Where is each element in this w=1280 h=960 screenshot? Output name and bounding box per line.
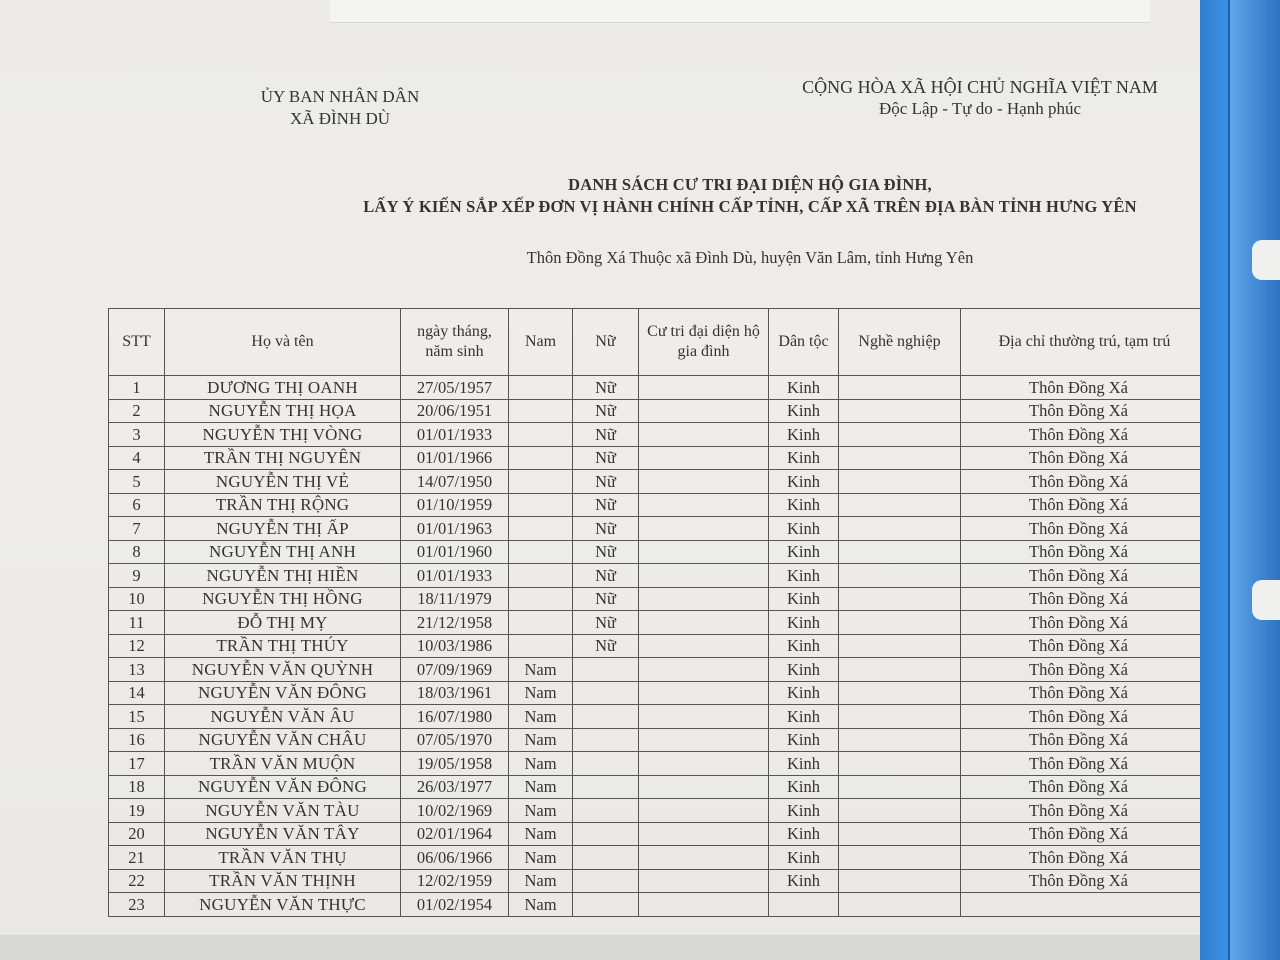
row-address: Thôn Đồng Xá (961, 752, 1209, 776)
table-row (109, 517, 1209, 541)
row-female (573, 658, 639, 682)
row-occupation (839, 705, 961, 729)
row-male (509, 470, 573, 494)
row-name: ĐỖ THỊ MỴ (165, 611, 401, 635)
row-female: Nữ (573, 634, 639, 658)
table-row (109, 893, 1209, 917)
row-household-rep (639, 846, 769, 870)
row-dob: 01/01/1933 (401, 423, 509, 447)
row-occupation (839, 728, 961, 752)
row-household-rep (639, 423, 769, 447)
row-ethnicity: Kinh (769, 611, 839, 635)
row-stt: 13 (109, 658, 165, 682)
voter-table (108, 308, 1209, 917)
document-title (330, 174, 1170, 218)
row-female: Nữ (573, 376, 639, 400)
table-row (109, 376, 1209, 400)
table-row (109, 752, 1209, 776)
row-male (509, 517, 573, 541)
row-female: Nữ (573, 399, 639, 423)
row-dob: 01/10/1959 (401, 493, 509, 517)
table-row (109, 587, 1209, 611)
row-stt: 23 (109, 893, 165, 917)
row-dob: 07/05/1970 (401, 728, 509, 752)
row-stt: 21 (109, 846, 165, 870)
row-ethnicity: Kinh (769, 681, 839, 705)
row-male: Nam (509, 822, 573, 846)
row-household-rep (639, 799, 769, 823)
row-dob: 14/07/1950 (401, 470, 509, 494)
row-stt: 6 (109, 493, 165, 517)
row-stt: 2 (109, 399, 165, 423)
row-name: TRẦN THỊ RỘNG (165, 493, 401, 517)
row-dob: 01/01/1963 (401, 517, 509, 541)
row-female: Nữ (573, 517, 639, 541)
row-name: NGUYỄN THỊ HỒNG (165, 587, 401, 611)
row-stt: 15 (109, 705, 165, 729)
table-row (109, 799, 1209, 823)
row-dob: 01/01/1960 (401, 540, 509, 564)
row-household-rep (639, 517, 769, 541)
row-address: Thôn Đồng Xá (961, 470, 1209, 494)
table-row (109, 846, 1209, 870)
row-male (509, 587, 573, 611)
row-occupation (839, 399, 961, 423)
row-female: Nữ (573, 540, 639, 564)
row-occupation (839, 634, 961, 658)
row-occupation (839, 564, 961, 588)
row-male (509, 446, 573, 470)
row-name: NGUYỄN THỊ VẺ (165, 470, 401, 494)
row-dob: 19/05/1958 (401, 752, 509, 776)
row-ethnicity: Kinh (769, 846, 839, 870)
table-row (109, 470, 1209, 494)
row-household-rep (639, 752, 769, 776)
table-body (109, 376, 1209, 917)
row-ethnicity: Kinh (769, 399, 839, 423)
row-ethnicity: Kinh (769, 493, 839, 517)
row-dob: 10/02/1969 (401, 799, 509, 823)
row-household-rep (639, 728, 769, 752)
row-name: NGUYỄN THỊ HIỀN (165, 564, 401, 588)
table-row (109, 540, 1209, 564)
col-household-rep: Cư tri đại diện hộ gia đình (639, 309, 769, 376)
table-row (109, 869, 1209, 893)
row-occupation (839, 611, 961, 635)
row-female (573, 799, 639, 823)
row-stt: 16 (109, 728, 165, 752)
row-dob: 21/12/1958 (401, 611, 509, 635)
row-dob: 26/03/1977 (401, 775, 509, 799)
table-row (109, 634, 1209, 658)
row-male (509, 493, 573, 517)
row-male (509, 564, 573, 588)
row-address: Thôn Đồng Xá (961, 681, 1209, 705)
row-household-rep (639, 822, 769, 846)
row-occupation (839, 446, 961, 470)
row-stt: 1 (109, 376, 165, 400)
row-female: Nữ (573, 423, 639, 447)
row-dob: 01/01/1933 (401, 564, 509, 588)
row-address: Thôn Đồng Xá (961, 540, 1209, 564)
row-male: Nam (509, 775, 573, 799)
row-ethnicity (769, 893, 839, 917)
row-name: NGUYỄN THỊ ANH (165, 540, 401, 564)
row-dob: 02/01/1964 (401, 822, 509, 846)
row-stt: 10 (109, 587, 165, 611)
row-female (573, 705, 639, 729)
row-ethnicity: Kinh (769, 658, 839, 682)
row-household-rep (639, 446, 769, 470)
row-name: TRẦN VĂN THỤ (165, 846, 401, 870)
row-male: Nam (509, 728, 573, 752)
row-name: NGUYỄN THỊ VÒNG (165, 423, 401, 447)
issuer-line-1: ỦY BAN NHÂN DÂN (260, 87, 420, 106)
row-male (509, 376, 573, 400)
row-male: Nam (509, 752, 573, 776)
row-ethnicity: Kinh (769, 446, 839, 470)
row-male (509, 540, 573, 564)
row-address: Thôn Đồng Xá (961, 799, 1209, 823)
row-name: NGUYỄN VĂN ĐÔNG (165, 775, 401, 799)
row-female: Nữ (573, 564, 639, 588)
row-address: Thôn Đồng Xá (961, 423, 1209, 447)
row-stt: 18 (109, 775, 165, 799)
title-line-1: DANH SÁCH CƯ TRI ĐẠI DIỆN HỘ GIA ĐÌNH, (568, 175, 932, 194)
col-stt: STT (109, 309, 165, 376)
row-male: Nam (509, 893, 573, 917)
row-occupation (839, 658, 961, 682)
row-stt: 7 (109, 517, 165, 541)
row-female (573, 728, 639, 752)
row-occupation (839, 822, 961, 846)
row-stt: 14 (109, 681, 165, 705)
table-row (109, 423, 1209, 447)
row-address: Thôn Đồng Xá (961, 634, 1209, 658)
row-ethnicity: Kinh (769, 517, 839, 541)
row-male (509, 423, 573, 447)
col-occupation: Nghề nghiệp (839, 309, 961, 376)
table-row (109, 681, 1209, 705)
table-row (109, 822, 1209, 846)
binder-slot-lower (1252, 580, 1280, 620)
col-dob: ngày tháng, năm sinh (401, 309, 509, 376)
row-address: Thôn Đồng Xá (961, 869, 1209, 893)
row-address: Thôn Đồng Xá (961, 728, 1209, 752)
row-male (509, 611, 573, 635)
row-occupation (839, 775, 961, 799)
row-stt: 9 (109, 564, 165, 588)
row-female (573, 846, 639, 870)
row-ethnicity: Kinh (769, 564, 839, 588)
row-occupation (839, 540, 961, 564)
row-address: Thôn Đồng Xá (961, 376, 1209, 400)
table-row (109, 399, 1209, 423)
row-dob: 16/07/1980 (401, 705, 509, 729)
row-female: Nữ (573, 493, 639, 517)
row-female (573, 775, 639, 799)
table-row (109, 705, 1209, 729)
row-dob: 18/11/1979 (401, 587, 509, 611)
table-row (109, 611, 1209, 635)
binder-slot-upper (1252, 240, 1280, 280)
col-male: Nam (509, 309, 573, 376)
col-female: Nữ (573, 309, 639, 376)
col-ethnicity: Dân tộc (769, 309, 839, 376)
row-address: Thôn Đồng Xá (961, 493, 1209, 517)
row-name: NGUYỄN VĂN TÂY (165, 822, 401, 846)
row-household-rep (639, 634, 769, 658)
row-ethnicity: Kinh (769, 587, 839, 611)
row-occupation (839, 869, 961, 893)
row-ethnicity: Kinh (769, 540, 839, 564)
row-name: NGUYỄN VĂN QUỲNH (165, 658, 401, 682)
row-address: Thôn Đồng Xá (961, 587, 1209, 611)
issuer-line-2: XÃ ĐÌNH DÙ (289, 109, 391, 128)
row-household-rep (639, 658, 769, 682)
row-name: NGUYỄN VĂN TÀU (165, 799, 401, 823)
row-occupation (839, 681, 961, 705)
voter-table-wrap (108, 308, 1208, 917)
row-female (573, 752, 639, 776)
row-name: TRẦN THỊ NGUYÊN (165, 446, 401, 470)
row-male (509, 634, 573, 658)
table-row (109, 728, 1209, 752)
row-stt: 3 (109, 423, 165, 447)
row-occupation (839, 752, 961, 776)
row-stt: 4 (109, 446, 165, 470)
row-name: NGUYỄN VĂN THỰC (165, 893, 401, 917)
row-dob: 06/06/1966 (401, 846, 509, 870)
page-bottom-shadow (0, 935, 1200, 960)
row-male: Nam (509, 846, 573, 870)
row-occupation (839, 517, 961, 541)
row-female: Nữ (573, 470, 639, 494)
row-stt: 5 (109, 470, 165, 494)
row-male (509, 399, 573, 423)
row-address: Thôn Đồng Xá (961, 399, 1209, 423)
table-row (109, 775, 1209, 799)
row-name: NGUYỄN THỊ ẤP (165, 517, 401, 541)
row-name: NGUYỄN THỊ HỌA (165, 399, 401, 423)
row-address: Thôn Đồng Xá (961, 705, 1209, 729)
national-header (780, 76, 1180, 120)
row-name: DƯƠNG THỊ OANH (165, 376, 401, 400)
row-name: NGUYỄN VĂN ÂU (165, 705, 401, 729)
row-household-rep (639, 564, 769, 588)
row-household-rep (639, 775, 769, 799)
row-address: Thôn Đồng Xá (961, 775, 1209, 799)
binder-clip-edge (1228, 0, 1280, 960)
row-ethnicity: Kinh (769, 869, 839, 893)
row-address: Thôn Đồng Xá (961, 517, 1209, 541)
row-stt: 19 (109, 799, 165, 823)
top-paper-strip (330, 0, 1150, 23)
row-name: TRẦN VĂN MUỘN (165, 752, 401, 776)
row-address: Thôn Đồng Xá (961, 822, 1209, 846)
row-male: Nam (509, 681, 573, 705)
row-female (573, 822, 639, 846)
row-household-rep (639, 893, 769, 917)
table-row (109, 658, 1209, 682)
row-dob: 18/03/1961 (401, 681, 509, 705)
row-household-rep (639, 493, 769, 517)
row-household-rep (639, 399, 769, 423)
row-male: Nam (509, 705, 573, 729)
row-name: TRẦN VĂN THỊNH (165, 869, 401, 893)
row-ethnicity: Kinh (769, 376, 839, 400)
row-female (573, 893, 639, 917)
row-address: Thôn Đồng Xá (961, 846, 1209, 870)
row-male: Nam (509, 869, 573, 893)
row-ethnicity: Kinh (769, 728, 839, 752)
row-household-rep (639, 540, 769, 564)
row-ethnicity: Kinh (769, 775, 839, 799)
row-occupation (839, 893, 961, 917)
national-motto: Độc Lập - Tự do - Hạnh phúc (879, 99, 1081, 118)
row-household-rep (639, 869, 769, 893)
document-subtitle: Thôn Đồng Xá Thuộc xã Đình Dù, huyện Văn Lâm, tỉnh Hưng Yên (526, 248, 974, 267)
row-address (961, 893, 1209, 917)
row-occupation (839, 846, 961, 870)
table-row (109, 446, 1209, 470)
row-household-rep (639, 470, 769, 494)
row-ethnicity: Kinh (769, 634, 839, 658)
row-occupation (839, 587, 961, 611)
row-occupation (839, 376, 961, 400)
row-household-rep (639, 376, 769, 400)
row-household-rep (639, 681, 769, 705)
row-occupation (839, 799, 961, 823)
row-occupation (839, 470, 961, 494)
row-male: Nam (509, 799, 573, 823)
row-dob: 10/03/1986 (401, 634, 509, 658)
row-address: Thôn Đồng Xá (961, 446, 1209, 470)
table-header-row (109, 309, 1209, 376)
row-dob: 01/01/1966 (401, 446, 509, 470)
row-male: Nam (509, 658, 573, 682)
row-stt: 22 (109, 869, 165, 893)
row-female: Nữ (573, 446, 639, 470)
col-address: Địa chỉ thường trú, tạm trú (961, 309, 1209, 376)
row-ethnicity: Kinh (769, 799, 839, 823)
row-name: TRẦN THỊ THÚY (165, 634, 401, 658)
row-stt: 11 (109, 611, 165, 635)
row-stt: 8 (109, 540, 165, 564)
table-row (109, 564, 1209, 588)
row-dob: 07/09/1969 (401, 658, 509, 682)
row-dob: 12/02/1959 (401, 869, 509, 893)
row-ethnicity: Kinh (769, 470, 839, 494)
row-female: Nữ (573, 611, 639, 635)
row-ethnicity: Kinh (769, 752, 839, 776)
row-occupation (839, 423, 961, 447)
row-female: Nữ (573, 587, 639, 611)
row-female (573, 681, 639, 705)
row-dob: 27/05/1957 (401, 376, 509, 400)
row-address: Thôn Đồng Xá (961, 658, 1209, 682)
row-household-rep (639, 611, 769, 635)
row-dob: 01/02/1954 (401, 893, 509, 917)
table-row (109, 493, 1209, 517)
row-ethnicity: Kinh (769, 822, 839, 846)
row-ethnicity: Kinh (769, 705, 839, 729)
row-name: NGUYỄN VĂN CHÂU (165, 728, 401, 752)
row-occupation (839, 493, 961, 517)
national-title: CỘNG HÒA XÃ HỘI CHỦ NGHĨA VIỆT NAM (802, 77, 1158, 97)
col-name: Họ và tên (165, 309, 401, 376)
row-female (573, 869, 639, 893)
row-stt: 17 (109, 752, 165, 776)
row-dob: 20/06/1951 (401, 399, 509, 423)
row-household-rep (639, 705, 769, 729)
row-ethnicity: Kinh (769, 423, 839, 447)
row-address: Thôn Đồng Xá (961, 564, 1209, 588)
row-stt: 12 (109, 634, 165, 658)
row-name: NGUYỄN VĂN ĐÔNG (165, 681, 401, 705)
title-line-2: LẤY Ý KIẾN SẮP XẾP ĐƠN VỊ HÀNH CHÍNH CẤP TỈNH, CẤP XÃ TRÊN ĐỊA BÀN TỈNH HƯNG YÊN (363, 197, 1137, 216)
row-address: Thôn Đồng Xá (961, 611, 1209, 635)
row-household-rep (639, 587, 769, 611)
issuer-header (250, 86, 430, 130)
row-stt: 20 (109, 822, 165, 846)
